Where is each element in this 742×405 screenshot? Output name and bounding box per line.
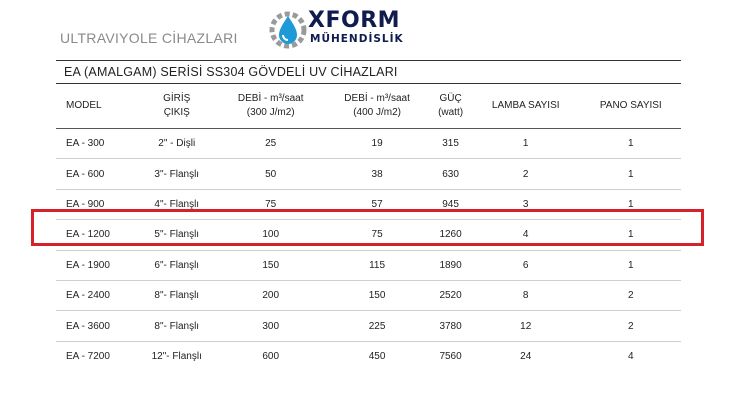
cell-lamp-count: 3: [471, 189, 581, 219]
column-header-flow-400: DEBİ - m³/saat (400 J/m2): [324, 84, 430, 129]
column-header-panel-count: PANO SAYISI: [581, 84, 681, 129]
cell-flow-300: 75: [218, 189, 324, 219]
column-header-lamp-count: LAMBA SAYISI: [471, 84, 581, 129]
cell-model: EA - 1900: [56, 250, 136, 280]
row-highlight-box: [31, 209, 704, 246]
table-row: [56, 341, 681, 371]
cell-flow-400: 38: [324, 159, 430, 189]
cell-panel-count: 1: [581, 159, 681, 189]
cell-panel-count: 2: [581, 280, 681, 310]
cell-panel-count: 1: [581, 250, 681, 280]
cell-model: EA - 2400: [56, 280, 136, 310]
cell-lamp-count: 1: [471, 129, 581, 159]
cell-model: EA - 7200: [56, 341, 136, 371]
cell-panel-count: 1: [581, 129, 681, 159]
cell-panel-count: 1: [581, 189, 681, 219]
table-header-row: [56, 84, 681, 129]
cell-inlet-outlet: 3"- Flanşlı: [136, 159, 218, 189]
cell-lamp-count: 6: [471, 250, 581, 280]
cell-model: EA - 600: [56, 159, 136, 189]
logo-brand-text: XFORM: [308, 8, 401, 33]
cell-flow-300: 50: [218, 159, 324, 189]
cell-model: EA - 1200: [56, 220, 136, 250]
cell-model: EA - 900: [56, 189, 136, 219]
cell-flow-400: 150: [324, 280, 430, 310]
cell-lamp-count: 4: [471, 220, 581, 250]
cell-inlet-outlet: 6"- Flanşlı: [136, 250, 218, 280]
cell-inlet-outlet: 8"- Flanşlı: [136, 311, 218, 341]
cell-flow-400: 19: [324, 129, 430, 159]
cell-flow-300: 300: [218, 311, 324, 341]
cell-flow-400: 115: [324, 250, 430, 280]
cell-model: EA - 300: [56, 129, 136, 159]
cell-power: 2520: [430, 280, 471, 310]
cell-flow-300: 200: [218, 280, 324, 310]
table-row: [56, 250, 681, 280]
gear-drop-icon: [268, 8, 308, 52]
cell-power: 1260: [430, 220, 471, 250]
cell-flow-400: 75: [324, 220, 430, 250]
cell-flow-300: 100: [218, 220, 324, 250]
table-row: [56, 159, 681, 189]
cell-inlet-outlet: 5"- Flanşlı: [136, 220, 218, 250]
cell-inlet-outlet: 8"- Flanşlı: [136, 280, 218, 310]
cell-power: 630: [430, 159, 471, 189]
table-row: [56, 311, 681, 341]
cell-lamp-count: 2: [471, 159, 581, 189]
cell-power: 945: [430, 189, 471, 219]
table-row: [56, 280, 681, 310]
cell-lamp-count: 24: [471, 341, 581, 371]
cell-power: 7560: [430, 341, 471, 371]
cell-flow-300: 600: [218, 341, 324, 371]
cell-lamp-count: 12: [471, 311, 581, 341]
cell-flow-400: 57: [324, 189, 430, 219]
cell-model: EA - 3600: [56, 311, 136, 341]
logo-subtitle-text: MÜHENDİSLİK: [310, 33, 404, 45]
table-title: EA (AMALGAM) SERİSİ SS304 GÖVDELİ UV CİHAZLARI: [56, 60, 681, 84]
cell-inlet-outlet: 4"- Flanşlı: [136, 189, 218, 219]
cell-flow-300: 25: [218, 129, 324, 159]
cell-inlet-outlet: 2" - Dişli: [136, 129, 218, 159]
cell-lamp-count: 8: [471, 280, 581, 310]
cell-flow-400: 450: [324, 341, 430, 371]
cell-power: 1890: [430, 250, 471, 280]
company-logo: [268, 8, 418, 52]
cell-flow-400: 225: [324, 311, 430, 341]
cell-panel-count: 2: [581, 311, 681, 341]
document-title: ULTRAVIYOLE CİHAZLARI: [60, 30, 238, 46]
cell-power: 3780: [430, 311, 471, 341]
column-header-flow-300: DEBİ - m³/saat (300 J/m2): [218, 84, 324, 129]
column-header-power: GÜÇ (watt): [430, 84, 471, 129]
cell-power: 315: [430, 129, 471, 159]
cell-panel-count: 1: [581, 220, 681, 250]
table-row: [56, 129, 681, 159]
cell-inlet-outlet: 12"- Flanşlı: [136, 341, 218, 371]
column-header-model: MODEL: [56, 84, 136, 129]
cell-flow-300: 150: [218, 250, 324, 280]
column-header-inlet-outlet: GİRİŞ ÇIKIŞ: [136, 84, 218, 129]
cell-panel-count: 4: [581, 341, 681, 371]
